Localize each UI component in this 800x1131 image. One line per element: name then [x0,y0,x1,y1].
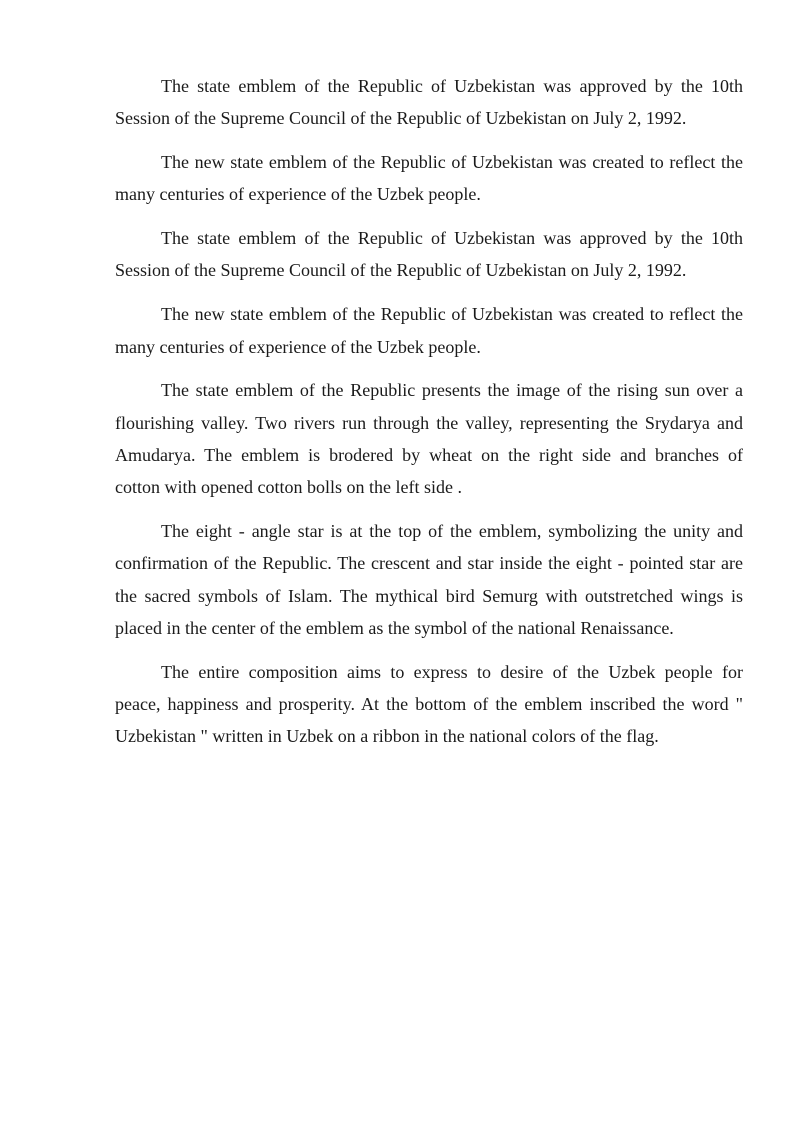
text-line: The state emblem of the Republic of Uzbekistan was approved by the 10th [161,76,743,96]
text-line: Session of the Supreme Council of the Republic of Uzbekistan on July 2, 1992. [115,260,687,281]
text-line: Session of the Supreme Council of the Republic of Uzbekistan on July 2, 1992. [115,108,687,129]
text-line: peace, happiness and prosperity. At the bottom of the emblem inscribed the word " [115,694,743,715]
paragraph-6 [115,515,743,644]
text-line: The state emblem of the Republic of Uzbekistan was approved by the 10th [161,228,743,249]
text-line: confirmation of the Republic. The crescent and star inside the eight - pointed star are [115,553,743,574]
paragraph-7 [115,656,743,753]
text-line: placed in the center of the emblem as the symbol of the national Renaissance. [115,617,674,638]
text-line: The state emblem of the Republic presents the image of the rising sun over a [161,380,743,401]
paragraph-4 [115,298,743,363]
text-line: The eight - angle star is at the top of the emblem, symbolizing the unity and [161,521,743,542]
text-line: Uzbekistan " written in Uzbek on a ribbon in the national colors of the flag. [115,726,659,747]
text-line: flourishing valley. Two rivers run through the valley, representing the Srydarya and [115,412,743,433]
paragraph-5 [115,374,743,503]
text-line: The entire composition aims to express to desire of the Uzbek people for [161,661,743,682]
text-line: The new state emblem of the Republic of Uzbekistan was created to reflect the [161,152,743,173]
text-line: cotton with opened cotton bolls on the left side . [115,477,462,498]
text-line: many centuries of experience of the Uzbek people. [115,336,481,357]
text-line: The new state emblem of the Republic of Uzbekistan was created to reflect the [161,304,743,325]
paragraph-3 [115,222,743,287]
paragraph-2 [115,146,743,211]
text-line: the sacred symbols of Islam. The mythical bird Semurg with outstretched wings is [115,585,743,606]
text-line: many centuries of experience of the Uzbek people. [115,184,481,205]
document-text [115,70,743,753]
paragraph-1 [115,70,743,135]
text-line: Amudarya. The emblem is brodered by wheat on the right side and branches of [115,444,743,465]
